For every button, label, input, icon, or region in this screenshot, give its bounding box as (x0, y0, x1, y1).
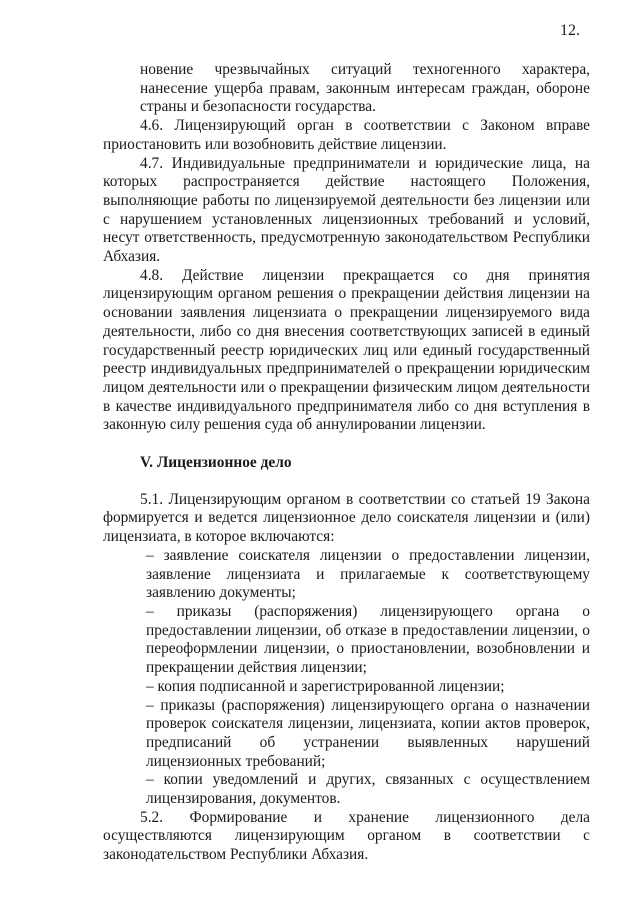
list-item: – приказы (распоряжения) лицензирующего органа о предоставлении лицензии, об отказе в предоставлении лицензии, о переоформлении лицензии, о приостановлении, возобновлении и прекращении действия лицензии; (146, 602, 590, 677)
paragraph-continuation: новение чрезвычайных ситуаций техногенного характера, нанесение ущерба правам, законным интересам граждан, обороне страны и безопасности государства. (140, 61, 590, 116)
paragraph-5-2: 5.2. Формирование и хранение лицензионного дела осуществляются лицензирующим органом в соответствии с законодательством Республики Абхазия. (103, 808, 590, 864)
paragraph-4-6: 4.6. Лицензирующий орган в соответствии с Законом вправе приостановить или возобновить действие лицензии. (103, 117, 590, 153)
page-number: 12. (560, 22, 580, 39)
list-item: – копия подписанной и зарегистрированной лицензии; (146, 677, 505, 695)
section-heading: V. Лицензионное дело (140, 454, 292, 472)
document-body (103, 61, 590, 865)
paragraph-4-8: 4.8. Действие лицензии прекращается со дня принятия лицензирующим органом решения о прекращении действия лицензии на основании заявления лицензиата о прекращении лицензируемого вида деятельности, либо со дня внесения соответствующих записей в единый государственный реестр юридических лиц или единый государственный реестр индивидуальных предпринимателей о прекращении юридическим лицом деятельности или о прекращении физическим лицом деятельности в качестве индивидуального предпринимателя либо со дня вступления в законную силу решения суда об аннулировании лицензии. (103, 266, 590, 434)
list-item: – приказы (распоряжения) лицензирующего органа о назначении проверок соискателя лицензии, лицензиата, копии актов проверок, предписаний об устранении выявленных нарушений лицензионных требований; (146, 696, 590, 770)
list-item: – заявление соискателя лицензии о предоставлении лицензии, заявление лицензиата и прилагаемые к соответствующему заявлению документы; (146, 546, 590, 602)
paragraph-4-7: 4.7. Индивидуальные предприниматели и юридические лица, на которых распространяется действие настоящего Положения, выполняющие работы по лицензируемой деятельности без лицензии или с нарушением установленных лицензионных требований и условий, несут ответственность, предусмотренную законодательством Республики Абхазия. (103, 154, 590, 266)
license-file-contents-list (103, 547, 590, 809)
paragraph-5-1: 5.1. Лицензирующим органом в соответствии со статьей 19 Закона формируется и ведется лицензионное дело соискателя лицензии и (или) лицензиата, в которое включаются: (103, 490, 590, 546)
list-item: – копии уведомлений и других, связанных с осуществлением лицензирования, документов. (146, 771, 590, 808)
